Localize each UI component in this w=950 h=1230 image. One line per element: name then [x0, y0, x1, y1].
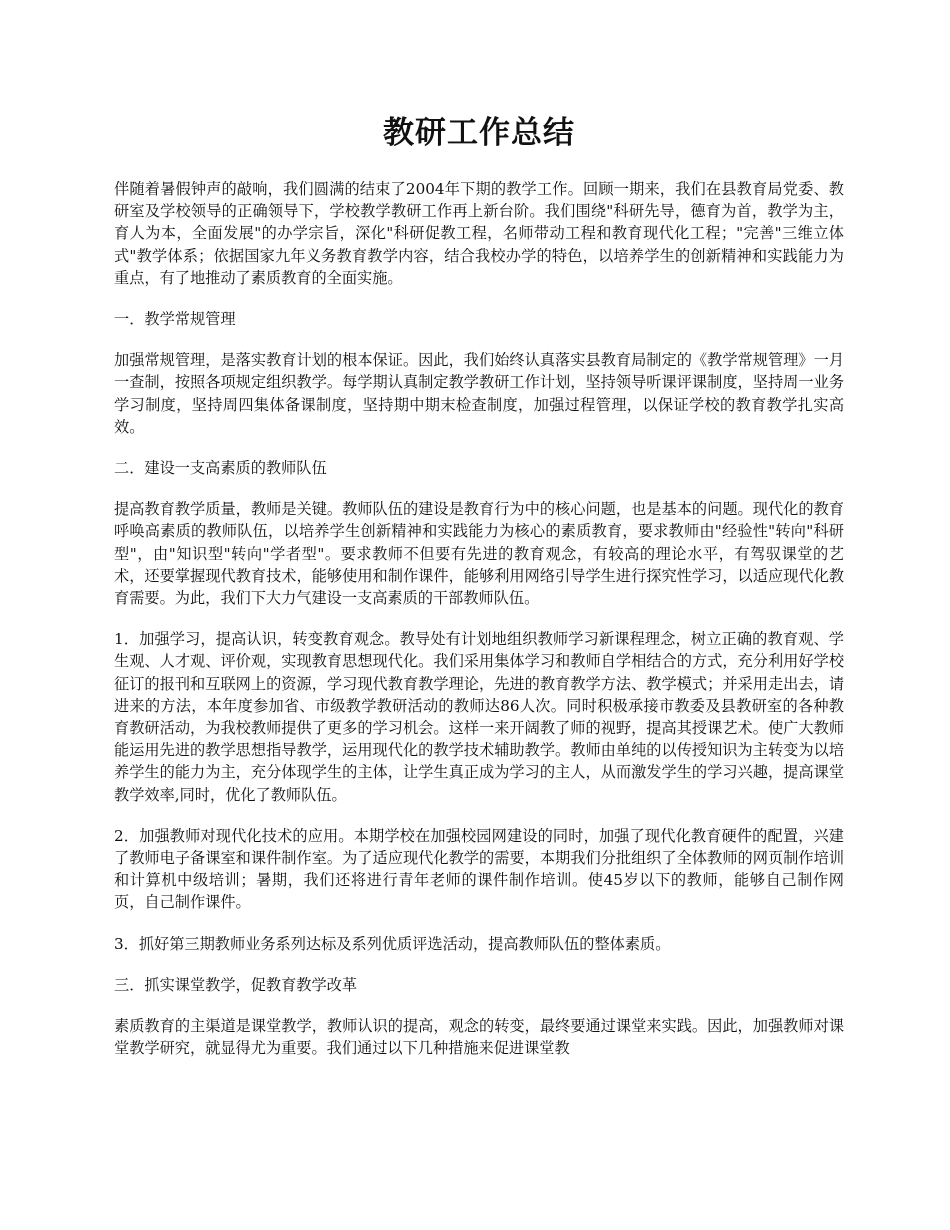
- section-1-heading: 一．教学常规管理: [114, 310, 236, 329]
- document-title: 教研工作总结: [383, 115, 575, 151]
- section-2-paragraph: 提高教育教学质量，教师是关键。教师队伍的建设是教育行为中的核心问题，也是基本的问题。现代化的教育呼唤高素质的教师队伍，以培养学生创新精神和实践能力为核心的素质教育，要求教师由"经验性"转向"科研型"，由"知识型"转向"学者型"。要求教师不但要有先进的教育观念，有较高的理论水平，有驾驭课堂的艺术，还要掌握现代教育技术，能够使用和制作课件，能够利用网络引导学生进行探究性学习，以适应现代化教育需要。为此，我们下大力气建设一支高素质的干部教师队伍。: [114, 500, 844, 608]
- section-2-item-2: 2．加强教师对现代化技术的应用。本期学校在加强校园网建设的同时，加强了现代化教育硬件的配置，兴建了教师电子备课室和课件制作室。为了适应现代化教学的需要，本期我们分批组织了全体教师的网页制作培训和计算机中级培训；暑期，我们还将进行青年老师的课件制作培训。使45岁以下的教师，能够自己制作网页，自己制作课件。: [114, 826, 844, 912]
- section-2-item-1: 1．加强学习，提高认识，转变教育观念。教导处有计划地组织教师学习新课程理念，树立正确的教育观、学生观、人才观、评价观，实现教育思想现代化。我们采用集体学习和教师自学相结合的方式，充分利用好学校征订的报刊和互联网上的资源，学习现代教育教学理论，先进的教育教学方法、教学模式；并采用走出去，请进来的方法，本年度参加省、市级教学教研活动的教师达86人次。同时积极承接市教委及县教研室的各种教育教研活动，为我校教师提供了更多的学习机会。这样一来开阔教了师的视野，提高其授课艺术。使广大教师能运用先进的教学思想指导教学，运用现代化的教学技术辅助教学。教师由单纯的以传授知识为主转变为以培养学生的能力为主，充分体现学生的主体，让学生真正成为学习的主人，从而激发学生的学习兴趣，提高课堂教学效率,同时，优化了教师队伍。: [114, 630, 844, 804]
- document-page: [114, 110, 844, 1079]
- intro-paragraph: 伴随着暑假钟声的敲响，我们圆满的结束了2004年下期的教学工作。回顾一期来，我们在县教育局党委、教研室及学校领导的正确领导下，学校教学教研工作再上新台阶。我们围绕"科研先导，德育为首，教学为主，育人为本，全面发展"的办学宗旨，深化"科研促教工程，名师带动工程和教育现代化工程；"完善"三维立体式"教学体系；依据国家九年义务教育教学内容，结合我校办学的特色，以培养学生的创新精神和实践能力为重点，有了地推动了素质教育的全面实施。: [114, 180, 844, 287]
- section-2-heading: 二．建设一支高素质的教师队伍: [114, 459, 327, 478]
- section-3-heading: 三．抓实课堂教学，促教育教学改革: [114, 975, 357, 994]
- section-1-paragraph: 加强常规管理，是落实教育计划的根本保证。因此，我们始终认真落实县教育局制定的《教学常规管理》一月一查制，按照各项规定组织教学。每学期认真制定教学教研工作计划，坚持领导听课评课制度，坚持周一业务学习制度，坚持周四集体备课制度，坚持期中期末检查制度，加强过程管理，以保证学校的教育教学扎实高效。: [114, 351, 844, 436]
- section-3-paragraph: 素质教育的主渠道是课堂教学，教师认识的提高，观念的转变，最终要通过课堂来实践。因此，加强教师对课堂教学研究，就显得尤为重要。我们通过以下几种措施来促进课堂教: [114, 1017, 844, 1058]
- section-2-item-3: 3．抓好第三期教师业务系列达标及系列优质评选活动，提高教师队伍的整体素质。: [114, 934, 671, 953]
